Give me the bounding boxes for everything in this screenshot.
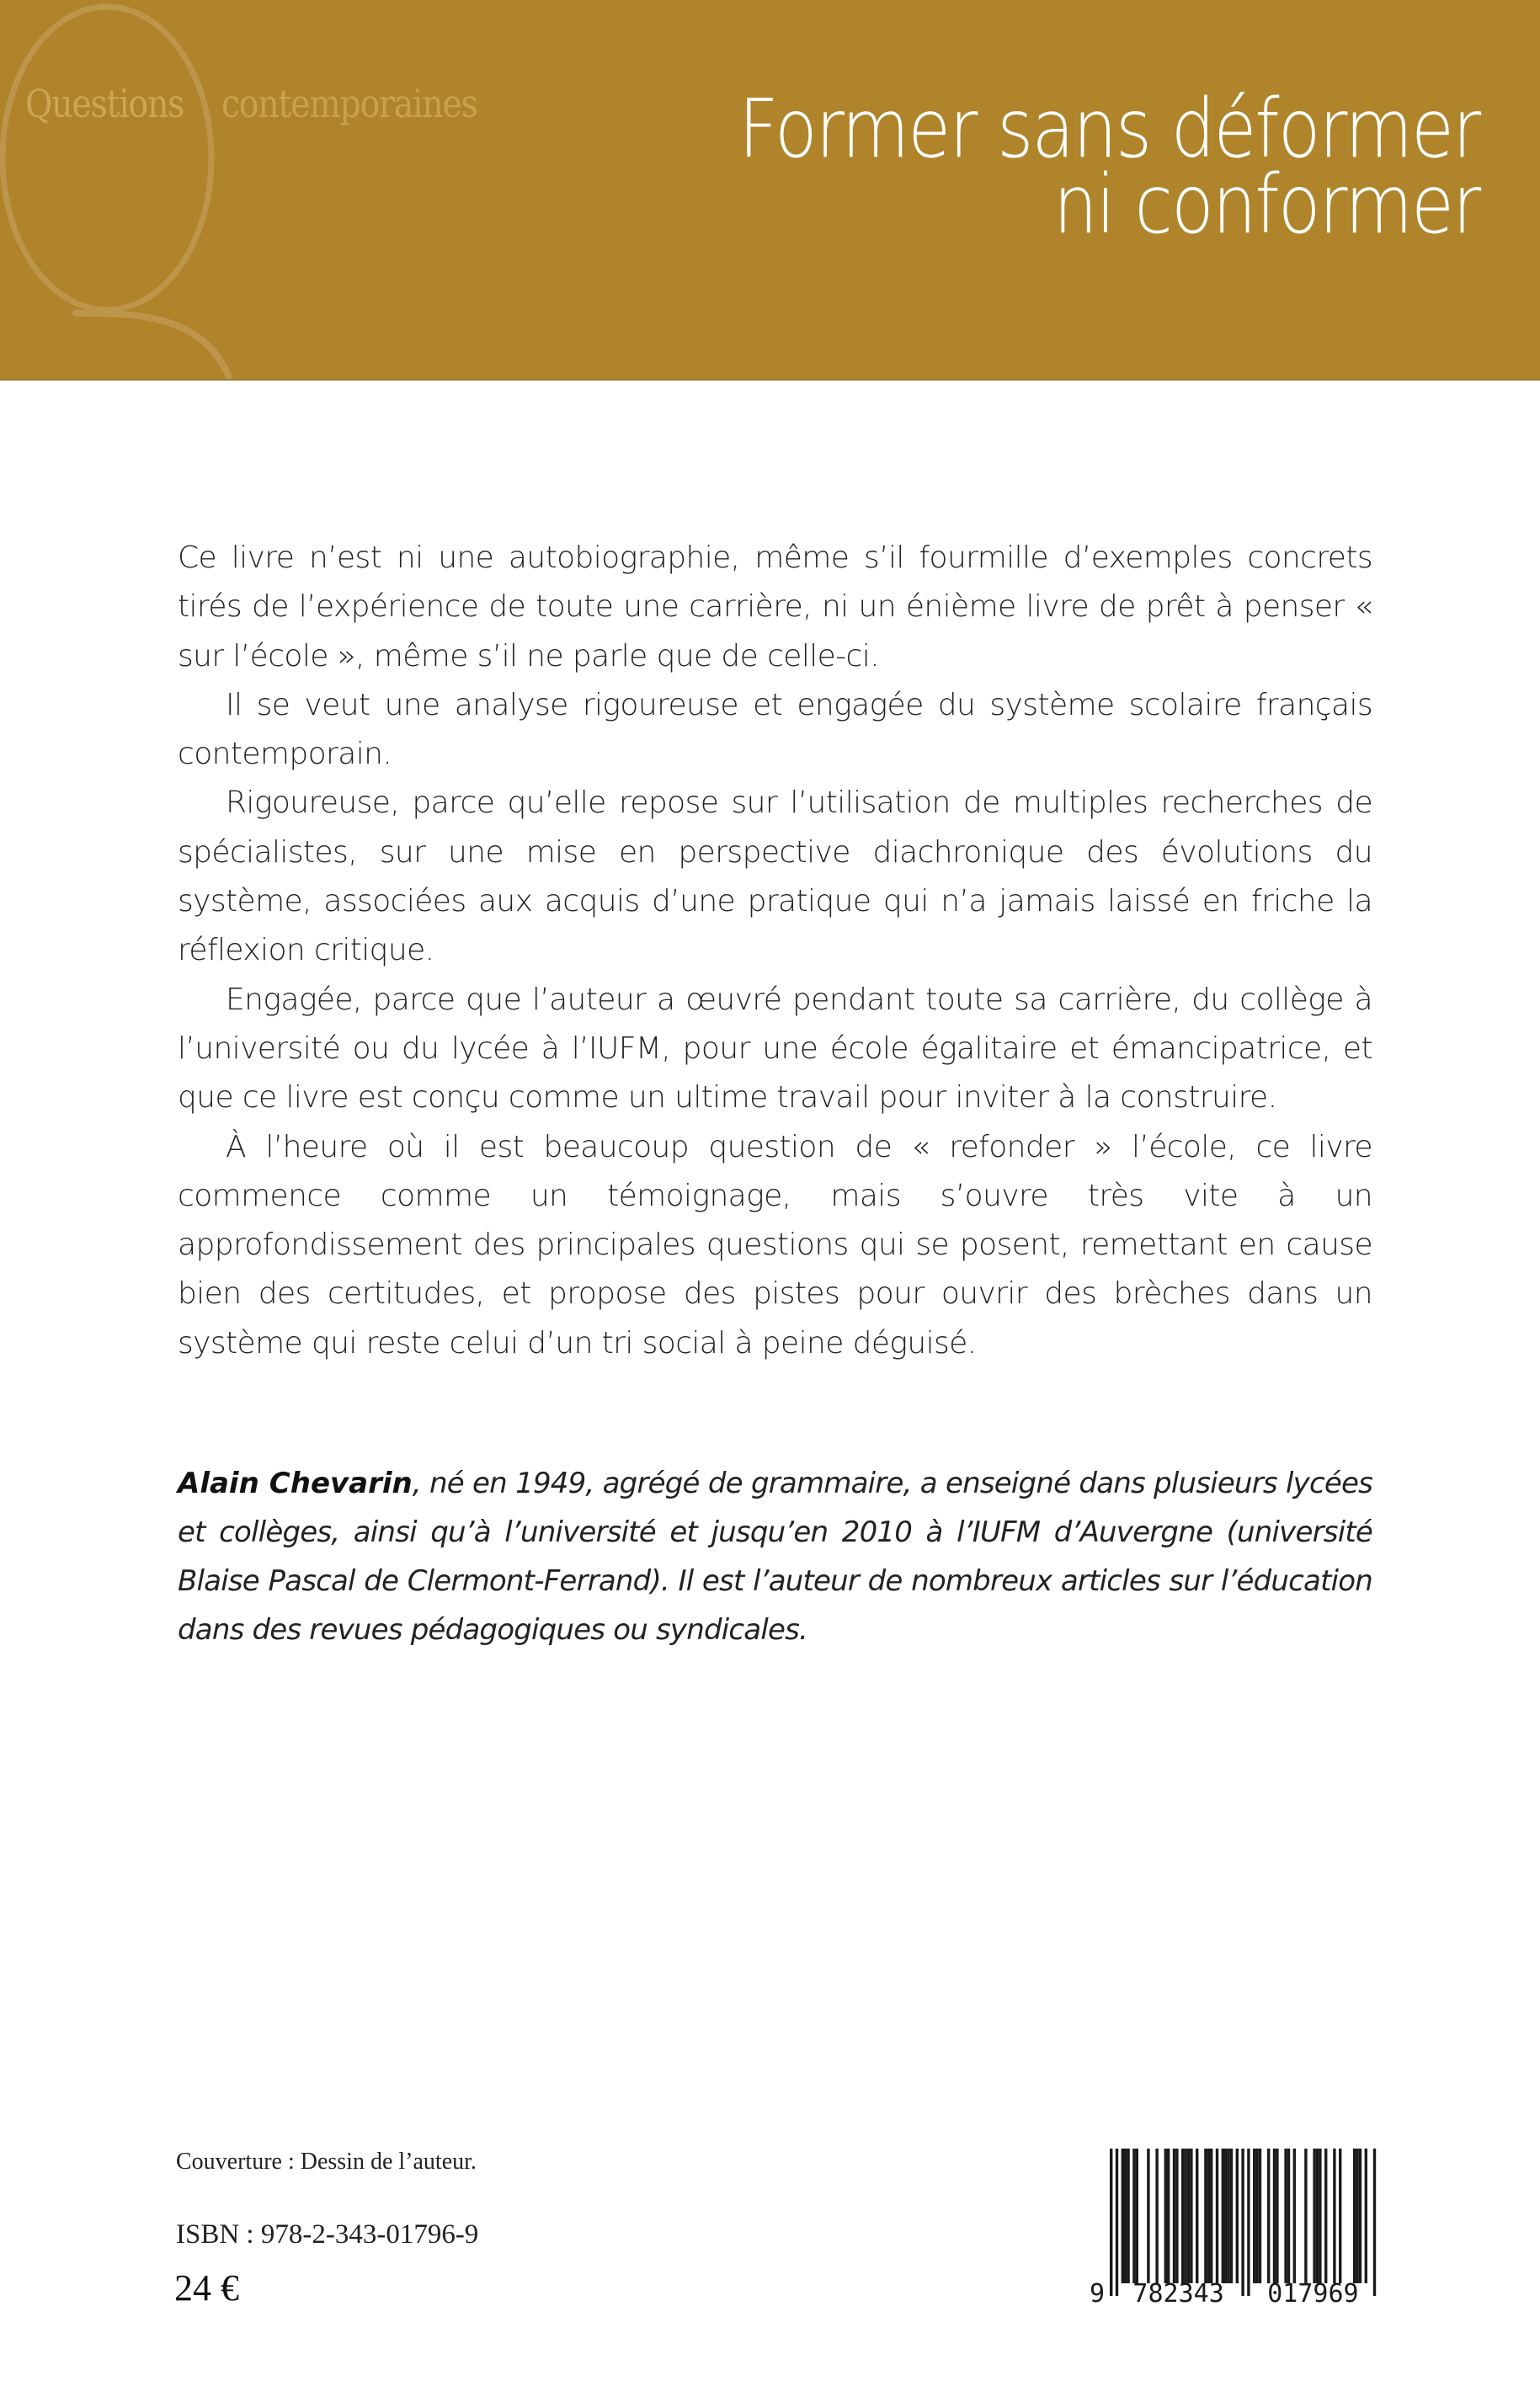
book-title: [738, 82, 1479, 252]
cover-credits: Couverture : Dessin de l’auteur.: [176, 2149, 477, 2175]
svg-text:782343: 782343: [1132, 2279, 1224, 2305]
blurb-paragraph: À l’heure où il est beaucoup question de « refonder » l’école, ce livre commence comme un témoignage, mais s’ouvre très vite à un approfondissement des principales questions qui se posent, remettant en cause bien des certitudes, et propose des pistes pour ouvrir des brèches dans un système qui reste celui d’un tri social à peine déguisé.: [178, 1129, 1372, 1361]
series-name: [25, 81, 477, 126]
series-q-logo-icon: [0, 0, 253, 381]
series-word-questions: Questions: [25, 81, 184, 126]
blurb-paragraph: Rigoureuse, parce qu’elle repose sur l’utilisation de multiples recherches de spécialistes, sur une mise en perspective diachronique des évolutions du système, associées aux acquis d’une pratique qui n’a jamais laissé en friche la réflexion critique.: [178, 786, 1372, 968]
title-line-2: ni conformer: [1052, 157, 1479, 252]
ean13-barcode-icon: [1086, 2145, 1377, 2305]
price: 24 €: [174, 2267, 239, 2309]
svg-text:017969: 017969: [1267, 2279, 1359, 2305]
author-name: Alain Chevarin: [178, 1467, 413, 1500]
back-cover-blurb: [178, 534, 1372, 1368]
author-bio: [178, 1459, 1372, 1654]
svg-text:Q: Q: [107, 0, 108, 1]
author-bio-text: , né en 1949, agrégé de grammaire, a enseigné dans plusieurs lycées et collèges, ainsi qu’à l’université et jusqu’en 2010 à l’IUFM d’Auvergne (université Blaise Pascal de Clermont-Ferrand). Il est l’auteur de nombreux articles sur l’éducation dans des revues pédagogiques ou syndicales.: [178, 1467, 1372, 1647]
title-line-1: Former sans déformer: [738, 82, 1479, 176]
header-band: [0, 0, 1540, 381]
blurb-paragraph: Engagée, parce que l’auteur a œuvré pendant toute sa carrière, du collège à l’université ou du lycée à l’IUFM, pour une école égalitaire et émancipatrice, et que ce livre est conçu comme un ultime travail pour inviter à la construire.: [178, 982, 1372, 1116]
blurb-paragraph: Ce livre n’est ni une autobiographie, même s’il fourmille d’exemples concrets tirés de l’expérience de toute une carrière, ni un énième livre de prêt à penser « sur l’école », même s’il ne parle que de celle-ci.: [178, 541, 1372, 674]
blurb-paragraph: Il se veut une analyse rigoureuse et engagée du système scolaire français contemporain.: [178, 687, 1372, 772]
svg-text:9: 9: [1090, 2279, 1106, 2305]
isbn: ISBN : 978-2-343-01796-9: [176, 2219, 479, 2250]
series-word-contemporaines: contemporaines: [221, 81, 477, 126]
